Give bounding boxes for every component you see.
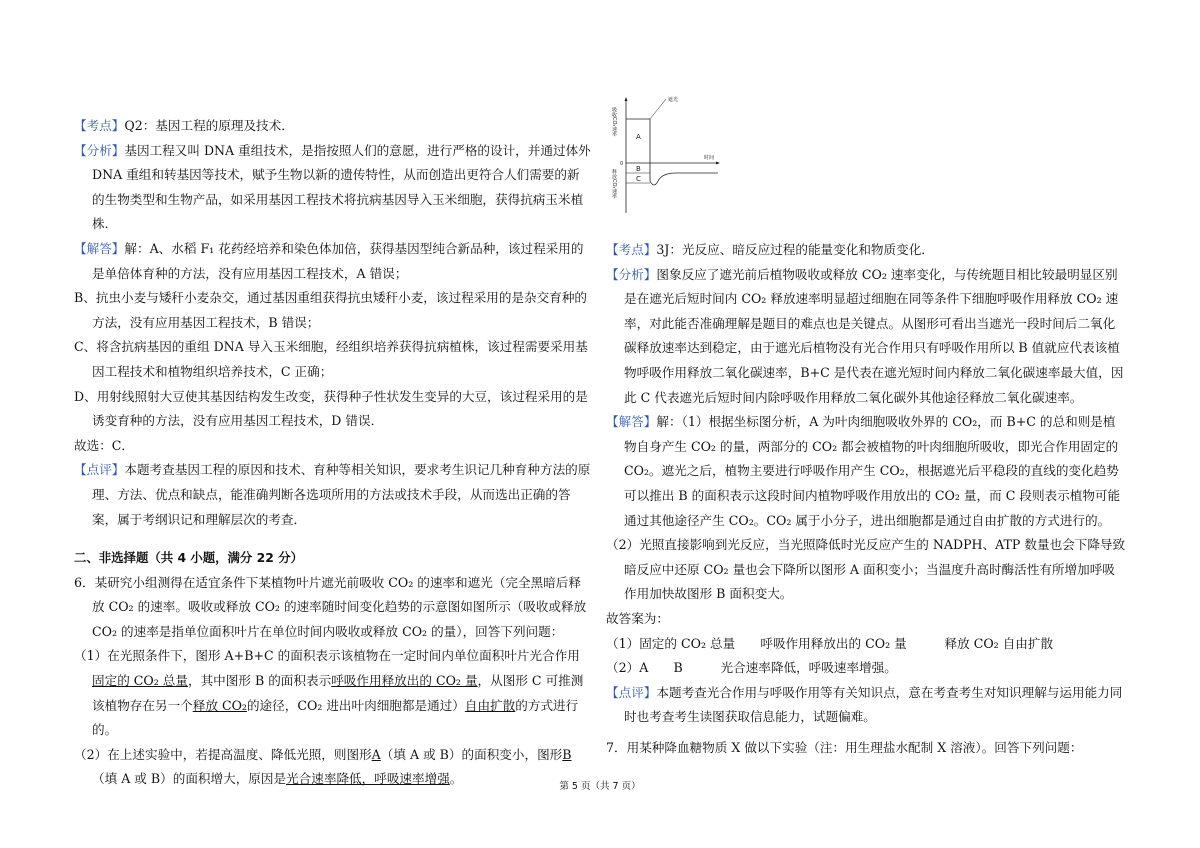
jieda-option-a: 解：A、水稻 F₁ 花药经培养和染色体加倍，获得基因型纯合新品种，该过程采用的是单倍体育种的方法，没有应用基因工程技术，A 错误；: [92, 240, 584, 281]
section-heading: 二、非选择题（共 4 小题，满分 22 分）: [74, 550, 303, 566]
fenxi-text: 基因工程又叫 DNA 重组技术，是指按照人们的意愿，进行严格的设计，并通过体外 DNA 重组和转基因等技术，赋予生物以新的遗传特性，从而创造出更符合人们需要的新的生物类型和生物产品，如采用基因工程技术将抗病基因导入玉米细胞，获得抗病玉米植株．: [92, 142, 591, 232]
co2-rate-figure: [606, 95, 726, 220]
right-jieda-1: 解：（1）根据坐标图分析，A 为叶肉细胞吸收外界的 CO₂，而 B+C 的总和则是植物自身产生 CO₂ 的量，两部分的 CO₂ 都会被植物的叶肉细胞所吸收，即光合作用固定的 CO₂。遮光之后，植物主要进行呼吸作用产生 CO₂，根据遮光后平稳段的直线的变化趋势可以推出 B 的面积表示这段时间内植物呼吸作用放出的 CO₂ 量，而 C 段则表示植物可能通过其他途径产生 CO₂。CO₂ 属于小分子，进出细胞都是通过自由扩散的方式进行的。: [624, 414, 1121, 528]
label-shade: 遮光: [668, 97, 679, 103]
kaodian-paragraph: [74, 114, 592, 139]
page-footer: 第 5 页（共 7 页）: [559, 781, 641, 792]
right-dianping-text: 本题考查光合作用与呼吸作用等有关知识点，意在考查考生对知识理解与运用能力同时也考查考生读图获取信息能力，试题偏难。: [624, 684, 1123, 725]
right-jieda-paragraph: [606, 410, 1126, 533]
dianping-text: 本题考查基因工程的原因和技术、育种等相关知识，要求考生识记几种育种方法的原理、方法、优点和缺点，能准确判断各选项所用的方法或技术手段，从而选出正确的答案，属于考纲识记和理解层次的考查．: [92, 462, 591, 527]
right-answer-1: （1）固定的 CO₂ 总量 呼吸作用释放出的 CO₂ 量 释放 CO₂ 自由扩散: [606, 635, 1054, 651]
right-kaodian-tag: 【考点】: [606, 242, 657, 257]
right-fenxi-tag: 【分析】: [606, 266, 657, 282]
q6-p1-blank-1: 固定的 CO₂ 总量: [92, 673, 188, 689]
right-column: [606, 238, 1126, 730]
q6-p2-text-a: （2）在上述实验中，若提高温度、降低光照，则图形: [74, 746, 372, 762]
jieda-option-d: D、用射线照射大豆使其基因结构发生改变，获得种子性状发生变异的大豆，该过程采用的是诱变育种的方法，没有应用基因工程技术，D 错误．: [74, 388, 588, 429]
fenxi-tag: 【分析】: [74, 142, 125, 158]
right-kaodian-paragraph: [606, 238, 1126, 263]
question-6-part-1: [74, 644, 592, 742]
q6-p2-blank-2: B: [562, 746, 572, 762]
fenxi-paragraph: [74, 139, 592, 237]
q6-p1-blank-3: 释放 CO₂: [192, 697, 247, 713]
label-zero: 0: [620, 161, 624, 167]
right-dianping-tag: 【点评】: [606, 684, 657, 700]
region-a: A: [636, 133, 641, 141]
right-answer-2: （2）A B 光合速率降低，呼吸速率增强。: [606, 660, 897, 676]
q6-p1-text-e: 的方式进行的。: [92, 697, 579, 738]
right-answer-intro: 故答案为：: [606, 610, 669, 626]
q6-p2-text-d: 。: [449, 771, 463, 787]
right-dianping-paragraph: [606, 681, 1126, 730]
release-curve: [650, 163, 718, 185]
q6-p2-text-b: （填 A 或 B）的面积变小，图形: [380, 746, 563, 762]
y-axis-arrow: [625, 97, 628, 101]
dianping-paragraph: [74, 458, 592, 532]
label-time: 时间: [704, 155, 715, 161]
left-column: [74, 114, 592, 792]
shade-pointer: [650, 99, 666, 119]
kaodian-tag: 【考点】: [74, 118, 125, 133]
right-jieda-tag: 【解答】: [606, 414, 657, 430]
q6-p1-text-c: ，从图形 C 可推测该植物存在另一个: [92, 673, 584, 713]
dianping-tag: 【点评】: [74, 462, 125, 478]
spacer: [74, 532, 592, 546]
region-c: C: [636, 175, 641, 183]
q6-p1-blank-4: 自由扩散: [464, 697, 516, 713]
x-axis-arrow: [716, 162, 720, 165]
y-top-label: 吸收CO₂速率: [611, 107, 617, 137]
right-fenxi-text: 图象反应了遮光前后植物吸收或释放 CO₂ 速率变化，与传统题目相比较最明显区别是在遮光后短时间内 CO₂ 释放速率明显超过细胞在同等条件下细胞呼吸作用释放 CO₂ 速率，对此能否准确理解是题目的难点也是关键点。从图形可看出当遮光一段时间后二氧化碳释放速率达到稳定，由于遮光后植物没有光合作用只有呼吸作用所以 B 值就应代表该植物呼吸作用释放二氧化碳速率，B+C 是代表在遮光短时间内释放二氧化碳速率最大值，因此 C 代表遮光后短时间内除呼吸作用释放二氧化碳外其他途径释放二氧化碳速率。: [624, 266, 1124, 405]
jieda-option-c: C、将含抗病基因的重组 DNA 导入玉米细胞，经组织培养获得抗病植株，该过程需要采用基因工程技术和植物组织培养技术，C 正确；: [74, 339, 588, 379]
q6-p1-text-d: 的途径，CO₂ 进出叶肉细胞都是通过）: [246, 697, 465, 713]
question-6-stem: 6．某研究小组测得在适宜条件下某植物叶片遮光前吸收 CO₂ 的速率和遮光（完全黑暗后释放 CO₂ 的速率。吸收或释放 CO₂ 的速率随时间变化趋势的示意图如图所示（吸收或释放 CO₂ 的速率是指单位面积叶片在单位时间内吸收或释放 CO₂ 的量），回答下列问题：: [74, 574, 587, 639]
co2-rate-diagram: [606, 95, 726, 220]
q6-p1-text-a: （1）在光照条件下，图形 A+B+C 的面积表示该植物在一定时间内单位面积叶片光合作用: [74, 648, 580, 664]
q6-p2-blank-1: A: [371, 746, 381, 762]
right-fenxi-paragraph: [606, 263, 1126, 411]
q6-p1-blank-2: 呼吸作用释放出的 CO₂ 量: [331, 673, 478, 689]
jieda-tag: 【解答】: [74, 240, 125, 256]
answer-line: 故选：C．: [74, 437, 135, 453]
right-kaodian-text: 3J：光反应、暗反应过程的能量变化和物质变化．: [656, 242, 934, 257]
question-7: 7．用某种降血糖物质 X 做以下实验（注：用生理盐水配制 X 溶液）。回答下列问题：: [606, 740, 1083, 755]
kaodian-text: Q2：基因工程的原理及技术．: [124, 118, 294, 133]
region-b: B: [636, 165, 641, 173]
right-jieda-2: （2）光照直接影响到光反应，当光照降低时光反应产生的 NADPH、ATP 数量也会下降导致暗反应中还原 CO₂ 量也会下降所以图形 A 面积变小；当温度升高时酶活性有所增加呼吸作用加快故图形 B 面积变大。: [606, 537, 1126, 602]
jieda-option-b: B、抗虫小麦与矮秆小麦杂交，通过基因重组获得抗虫矮秆小麦，该过程采用的是杂交育种的方法，没有应用基因工程技术，B 错误；: [74, 290, 588, 330]
q6-p2-text-c: （填 A 或 B）的面积增大，原因是: [92, 771, 287, 787]
q6-p2-blank-3: 光合速率降低，呼吸速率增强: [286, 771, 450, 787]
jieda-paragraph: [74, 237, 592, 286]
q6-p1-text-b: ，其中图形 B 的面积表示: [187, 673, 332, 689]
y-bottom-label: 释放CO₂速率: [611, 169, 617, 199]
